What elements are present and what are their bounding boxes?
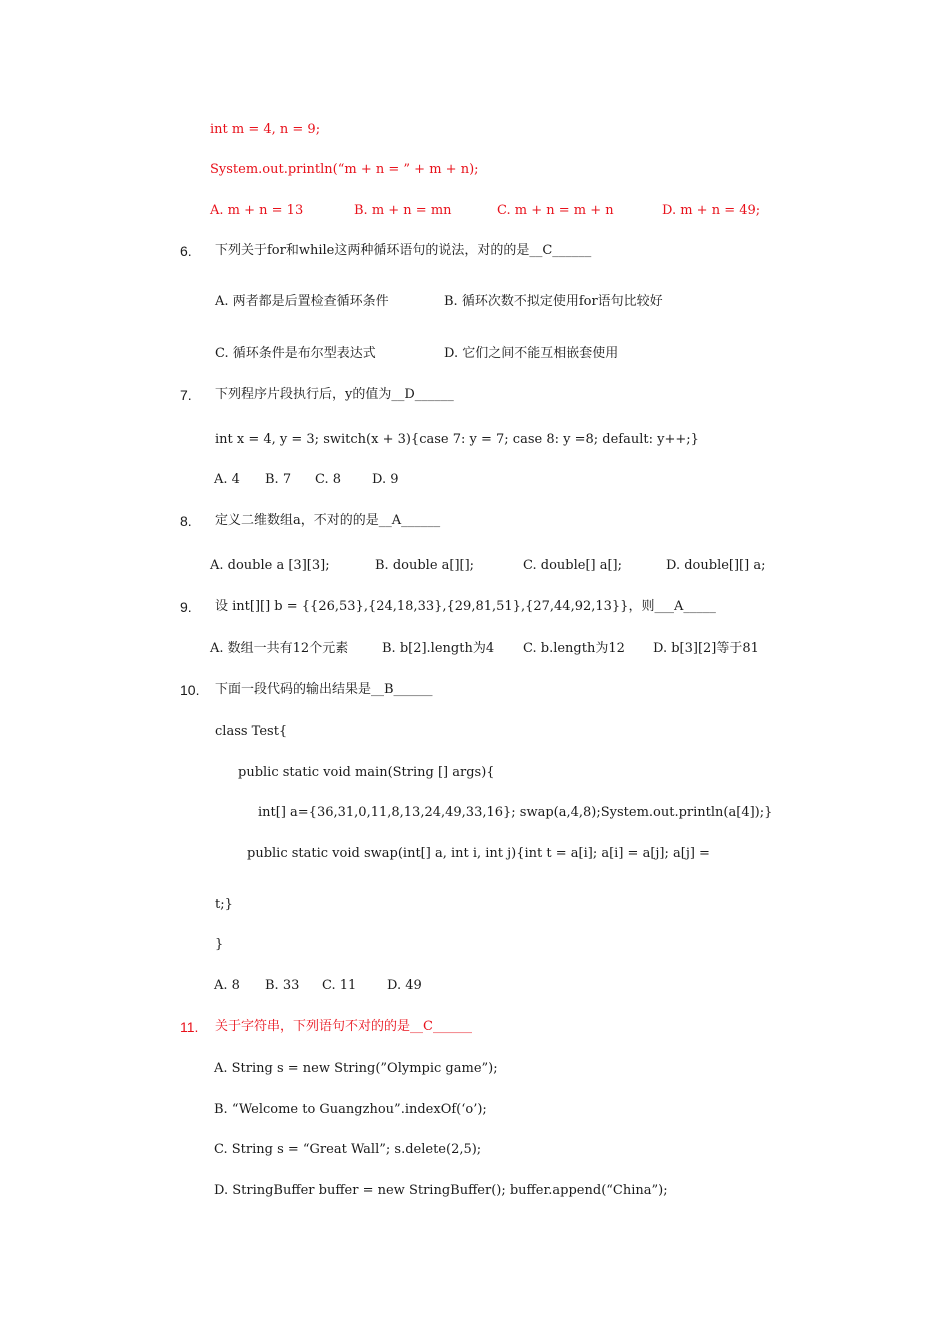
question-number: 7. — [180, 387, 192, 403]
question-number: 6. — [180, 243, 192, 259]
option-c: C. b.length为12 — [523, 641, 625, 656]
option-b: B. 循环次数不拟定使用for语句比较好 — [444, 294, 663, 309]
option-b: B. b[2].length为4 — [382, 641, 495, 656]
code-line: class Test{ — [215, 724, 288, 739]
question-number: 9. — [180, 599, 192, 615]
option-a: A. 8 — [214, 978, 240, 993]
option-a: A. 两者都是后置检查循环条件 — [215, 294, 389, 309]
question-text: 关于字符串，下列语句不对的的是__C______ — [215, 1019, 472, 1034]
option-b: B. “Welcome to Guangzhou”.indexOf(‘o’); — [214, 1102, 487, 1117]
option-c: C. String s = “Great Wall”; s.delete(2,5); — [214, 1142, 482, 1157]
question-text: 设 int[][] b = {{26,53},{24,18,33},{29,81,51},{27,44,92,13}}，则___A_____ — [215, 599, 716, 614]
option-b: B. 7 — [265, 472, 292, 487]
option-a: A. String s = new String(”Olympic game”); — [214, 1061, 498, 1076]
option-a: A. double a [3][3]; — [210, 558, 330, 573]
option-b: B. m + n = mn — [354, 203, 452, 218]
option-d: D. StringBuffer buffer = new StringBuffer(); buffer.append(“China”); — [214, 1183, 668, 1198]
code-line: public static void swap(int[] a, int i, int j){int t = a[i]; a[i] = a[j]; a[j] = — [247, 846, 710, 861]
code-line: int[] a={36,31,0,11,8,13,24,49,33,16}; swap(a,4,8);System.out.println(a[4]);} — [258, 805, 773, 820]
option-c: C. double[] a[]; — [523, 558, 622, 573]
code-line: t;} — [215, 897, 233, 912]
option-d: D. m + n = 49; — [662, 203, 761, 218]
option-d: D. 9 — [372, 472, 399, 487]
question-number: 11. — [180, 1019, 199, 1035]
question-number: 8. — [180, 513, 192, 529]
option-c: C. 11 — [322, 978, 357, 993]
code-line: int m = 4, n = 9; — [210, 122, 321, 137]
option-c: C. 循环条件是布尔型表达式 — [215, 346, 376, 361]
option-d: D. 49 — [387, 978, 422, 993]
option-a: A. m + n = 13 — [210, 203, 304, 218]
option-c: C. m + n = m + n — [497, 203, 614, 218]
question-text: 下列程序片段执行后，y的值为__D______ — [215, 387, 454, 402]
code-line: System.out.println(“m + n = ” + m + n); — [210, 162, 479, 177]
question-text: 下列关于for和while这两种循环语句的说法，对的的是__C______ — [215, 243, 592, 258]
option-a: A. 数组一共有12个元素 — [210, 641, 349, 656]
option-a: A. 4 — [214, 472, 240, 487]
option-c: C. 8 — [315, 472, 342, 487]
option-d: D. double[][] a; — [666, 558, 766, 573]
code-line: } — [215, 937, 224, 952]
option-d: D. 它们之间不能互相嵌套使用 — [444, 346, 619, 361]
code-line: public static void main(String [] args){ — [238, 765, 495, 780]
option-d: D. b[3][2]等于81 — [653, 641, 759, 656]
question-text: 下面一段代码的输出结果是__B______ — [215, 682, 433, 697]
code-line: int x = 4, y = 3; switch(x + 3){case 7: y = 7; case 8: y =8; default: y++;} — [215, 432, 699, 447]
question-number: 10. — [180, 682, 200, 698]
option-b: B. 33 — [265, 978, 300, 993]
question-text: 定义二维数组a，不对的的是__A______ — [215, 513, 441, 528]
option-b: B. double a[][]; — [375, 558, 475, 573]
